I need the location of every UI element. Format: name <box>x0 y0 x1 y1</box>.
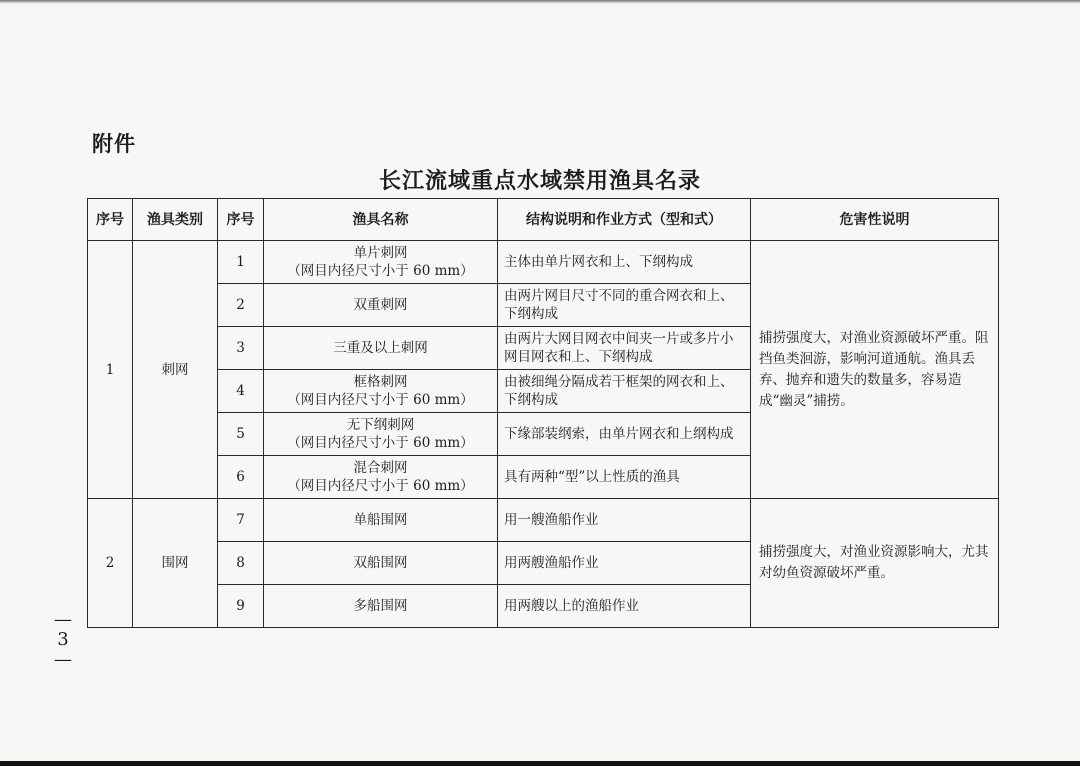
item-structure: 用一艘渔船作业 <box>498 499 751 542</box>
item-name-cell <box>264 370 498 413</box>
table-header-row <box>88 199 999 241</box>
item-no: 3 <box>218 327 264 370</box>
banned-gear-table <box>87 198 999 628</box>
item-structure: 由两片网目尺寸不同的重合网衣和上、下纲构成 <box>498 284 751 327</box>
item-no: 2 <box>218 284 264 327</box>
item-no: 4 <box>218 370 264 413</box>
group-hazard: 捕捞强度大，对渔业资源影响大，尤其对幼鱼资源破坏严重。 <box>751 499 999 628</box>
item-no: 9 <box>218 585 264 628</box>
item-structure: 由被细绳分隔成若干框架的网衣和上、下纲构成 <box>498 370 751 413</box>
document-title: 长江流域重点水域禁用渔具名录 <box>378 169 701 194</box>
item-name: 双重刺网 <box>264 284 498 327</box>
header-hazard: 危害性说明 <box>751 199 999 241</box>
item-note: （网目内径尺寸小于 60 mm） <box>287 435 474 451</box>
item-structure: 下缘部装纲索，由单片网衣和上纲构成 <box>498 413 751 456</box>
item-no: 6 <box>218 456 264 499</box>
header-seq: 序号 <box>88 199 133 241</box>
header-structure: 结构说明和作业方式（型和式） <box>498 199 751 241</box>
item-no: 7 <box>218 499 264 542</box>
attachment-label: 附件 <box>92 132 136 156</box>
item-no: 5 <box>218 413 264 456</box>
group-hazard: 捕捞强度大，对渔业资源破坏严重。阻挡鱼类洄游，影响河道通航。渔具丢弃、抛弃和遗失的数量多，容易造成“幽灵”捕捞。 <box>751 241 999 499</box>
item-name: 三重及以上刺网 <box>264 327 498 370</box>
item-structure: 主体由单片网衣和上、下纲构成 <box>498 241 751 284</box>
group-seq: 1 <box>88 241 133 499</box>
header-name: 渔具名称 <box>264 199 498 241</box>
item-name: 双船围网 <box>264 542 498 585</box>
item-name: 无下纲刺网 <box>346 417 415 433</box>
header-subseq: 序号 <box>218 199 264 241</box>
item-no: 8 <box>218 542 264 585</box>
group-category: 刺网 <box>133 241 218 499</box>
table-row <box>88 499 999 542</box>
item-structure: 用两艘渔船作业 <box>498 542 751 585</box>
item-note: （网目内径尺寸小于 60 mm） <box>287 392 474 408</box>
item-structure: 由两片大网目网衣中间夹一片或多片小网目网衣和上、下纲构成 <box>498 327 751 370</box>
item-structure: 用两艘以上的渔船作业 <box>498 585 751 628</box>
group-category: 围网 <box>133 499 218 628</box>
page-number: — 3 — <box>54 609 72 670</box>
item-note: （网目内径尺寸小于 60 mm） <box>287 263 474 279</box>
item-structure: 具有两种“型”以上性质的渔具 <box>498 456 751 499</box>
item-name: 单船围网 <box>264 499 498 542</box>
item-note: （网目内径尺寸小于 60 mm） <box>287 478 474 494</box>
group-seq: 2 <box>88 499 133 628</box>
item-name: 多船围网 <box>264 585 498 628</box>
item-name-cell <box>264 413 498 456</box>
item-name-cell <box>264 456 498 499</box>
item-no: 1 <box>218 241 264 284</box>
item-name-cell <box>264 241 498 284</box>
header-category: 渔具类别 <box>133 199 218 241</box>
table-row <box>88 241 999 284</box>
item-name: 单片刺网 <box>353 245 408 261</box>
scan-bottom-edge <box>0 761 1080 766</box>
scan-top-edge <box>0 0 1080 4</box>
item-name: 混合刺网 <box>353 460 408 476</box>
item-name: 框格刺网 <box>353 374 408 390</box>
